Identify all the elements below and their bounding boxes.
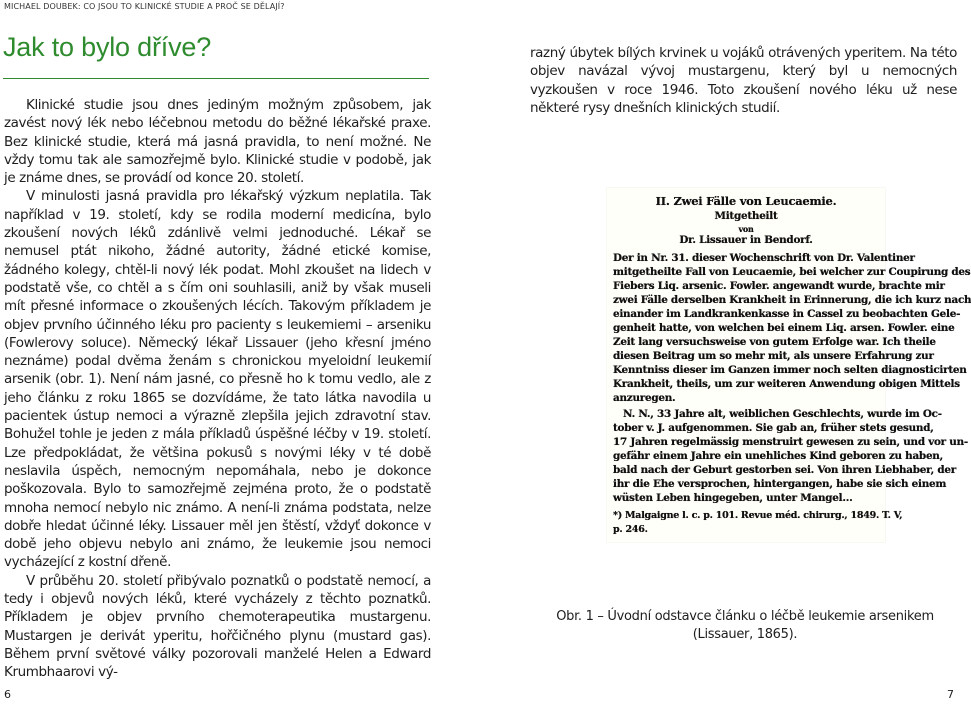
scan-line: anzuregen. [613,392,676,404]
scan-line: einander im Landkrankenkasse in Cassel zu beobachten Gele- [613,308,961,320]
left-column [4,96,431,682]
paragraph-2: V minulosti jasná pravidla pro lékařský výzkum neplatila. Tak například v 19. století, kdy se rodila moderní medicína, bylo zkoušení nových léků zdánlivě velmi jednoduché. Lékař se nemusel ptát nikoho, žádné autority, žádné etické komise, žádného kolegy, chtěl-li nový lék podat. Mohl zkoušet na lidech v podstatě vše, co chtěl a s čím oni souhlasili, aniž by však museli mít přesné informace o zkoušených lécích. Takovým příkladem je objev prvního účinného léku pro pacienty s leukemiemi – arseniku (Fowlerovy soluce). Německý lékař Lissauer (jeho křesní jméno neznáme) podal dvěma ženám s chronickou myeloidní leukemií arsenik (obr. 1). Není nám jasné, co přesně ho k tomu vedlo, ale z jeho článku z roku 1865 se dozvídáme, že tato látka navodila u pacientek ústup nemoci a výrazně zlepšila jejich zdravotní stav. Bohužel tohle je jeden z mála příkladů úspěšné léčby v 19. století. Lze předpokládat, že většina pokusů s novými léky v té době neslavila úspěch, nemocným nepomáhala, nebo je dokonce poškozovala. Bylo to samozřejmě zejména proto, že o podstatě mnoha nemocí nebylo nic známo. A není-li známa podstata, nelze dobře hledat účinné léky. Lissauer měl jen štěstí, vždyť dokonce v době jeho objevu nebylo ani známo, že leukemie jsou nemoci vycházející z kostní dřeně. [4,188,431,571]
scan-line: von [738,224,754,234]
scan-line: genheit hatte, von welchen bei einem Liq. arsen. Fowler. eine [613,322,955,334]
title-rule [3,78,429,79]
paragraph-continued: razný úbytek bílých krvinek u vojáků otrávených yperitem. Na této objev navázal vývoj mustargenu, který byl u nemocných vyzkoušen v roce 1946. Toto zkoušení nového léku už nese některé rysy dnešních klinických studií. [530,45,957,116]
section-title: Jak to bylo dříve? [3,32,212,62]
scan-line: Kenntniss dieser im Ganzen immer noch selten diagnosticirten [613,364,967,376]
page-number-right: 7 [947,688,954,701]
page-number-left: 6 [4,688,11,701]
paragraph-1: Klinické studie jsou dnes jediným možným způsobem, jak zavést nový lék nebo léčebnou metodu do běžné lékařské praxe. Bez klinické studie, která má jasná pravidla, to není možné. Ne vždy tomu tak ale samozřejmě bylo. Klinické studie v podobě, jak je známe dnes, se provádí od konce 20. století. [4,97,431,187]
scan-line: Krankheit, theils, um zur weiteren Anwendung obigen Mittels [613,378,960,390]
scan-line: tober v. J. aufgenommen. Sie gab an, früher stets gesund, [613,422,934,434]
scan-line: Der in Nr. 31. dieser Wochenschrift von Dr. Valentiner [613,252,915,264]
figure-caption: Obr. 1 – Úvodní odstavce článku o léčbě leukemie arsenikem (Lissauer, 1865). [556,609,934,642]
scan-line: Dr. Lissauer in Bendorf. [679,234,813,246]
running-head: MICHAEL DOUBEK: CO JSOU TO KLINICKÉ STUDIE A PROČ SE DĚLAJÍ? [4,2,285,11]
scan-line: diesen Beitrag um so mehr mit, als unsere Erfahrung zur [613,350,934,362]
scan-line: zwei Fälle derselben Krankheit in Erinnerung, die ich kurz nach [613,294,971,306]
scan-footnote: *) Malgaigne l. c. p. 101. Revue méd. chirurg., 1849. T. V, [613,510,903,521]
scan-footnote: p. 246. [613,524,648,535]
scan-line: II. Zwei Fälle von Leucaemie. [655,194,837,208]
right-column [530,44,957,117]
figure-scan-lissauer-article [607,188,971,542]
scan-line: Mitgetheilt [714,210,778,222]
scan-line: bald nach der Geburt gestorben sei. Von ihren Liebhaber, der [613,464,956,476]
scan-line: 17 Jahren regelmässig menstruirt gewesen zu sein, und vor un- [613,436,968,448]
scan-line: gefähr einem Jahre ein unehliches Kind geboren zu haben, [613,450,943,462]
paragraph-3: V průběhu 20. století přibývalo poznatků o podstatě nemocí, a tedy i objevů nových léků, které vycházely z těchto poznatků. Příkladem je objev prvního chemoterapeutika mustargenu. Mustargen je derivát yperitu, hořčičného plynu (mustard gas). Během první světové války pozorovali manželé Helen a Edward Krumbhaarovi vý- [4,572,431,681]
scan-line: Fiebers Liq. arsenic. Fowler. angewandt wurde, brachte mir [613,280,945,292]
scan-line: Zeit lang versuchsweise von gutem Erfolge war. Ich theile [613,336,936,348]
scan-line: mitgetheilte Fall von Leucaemie, bei welcher zur Coupirung des [613,266,971,278]
scan-line: ihr die Ehe versprochen, hintergangen, habe sie sich einem [613,478,947,490]
scan-line: N. N., 33 Jahre alt, weiblichen Geschlechts, wurde im Oc- [623,408,942,420]
scan-line: wüsten Leben hingegeben, unter Mangel... [613,492,853,504]
